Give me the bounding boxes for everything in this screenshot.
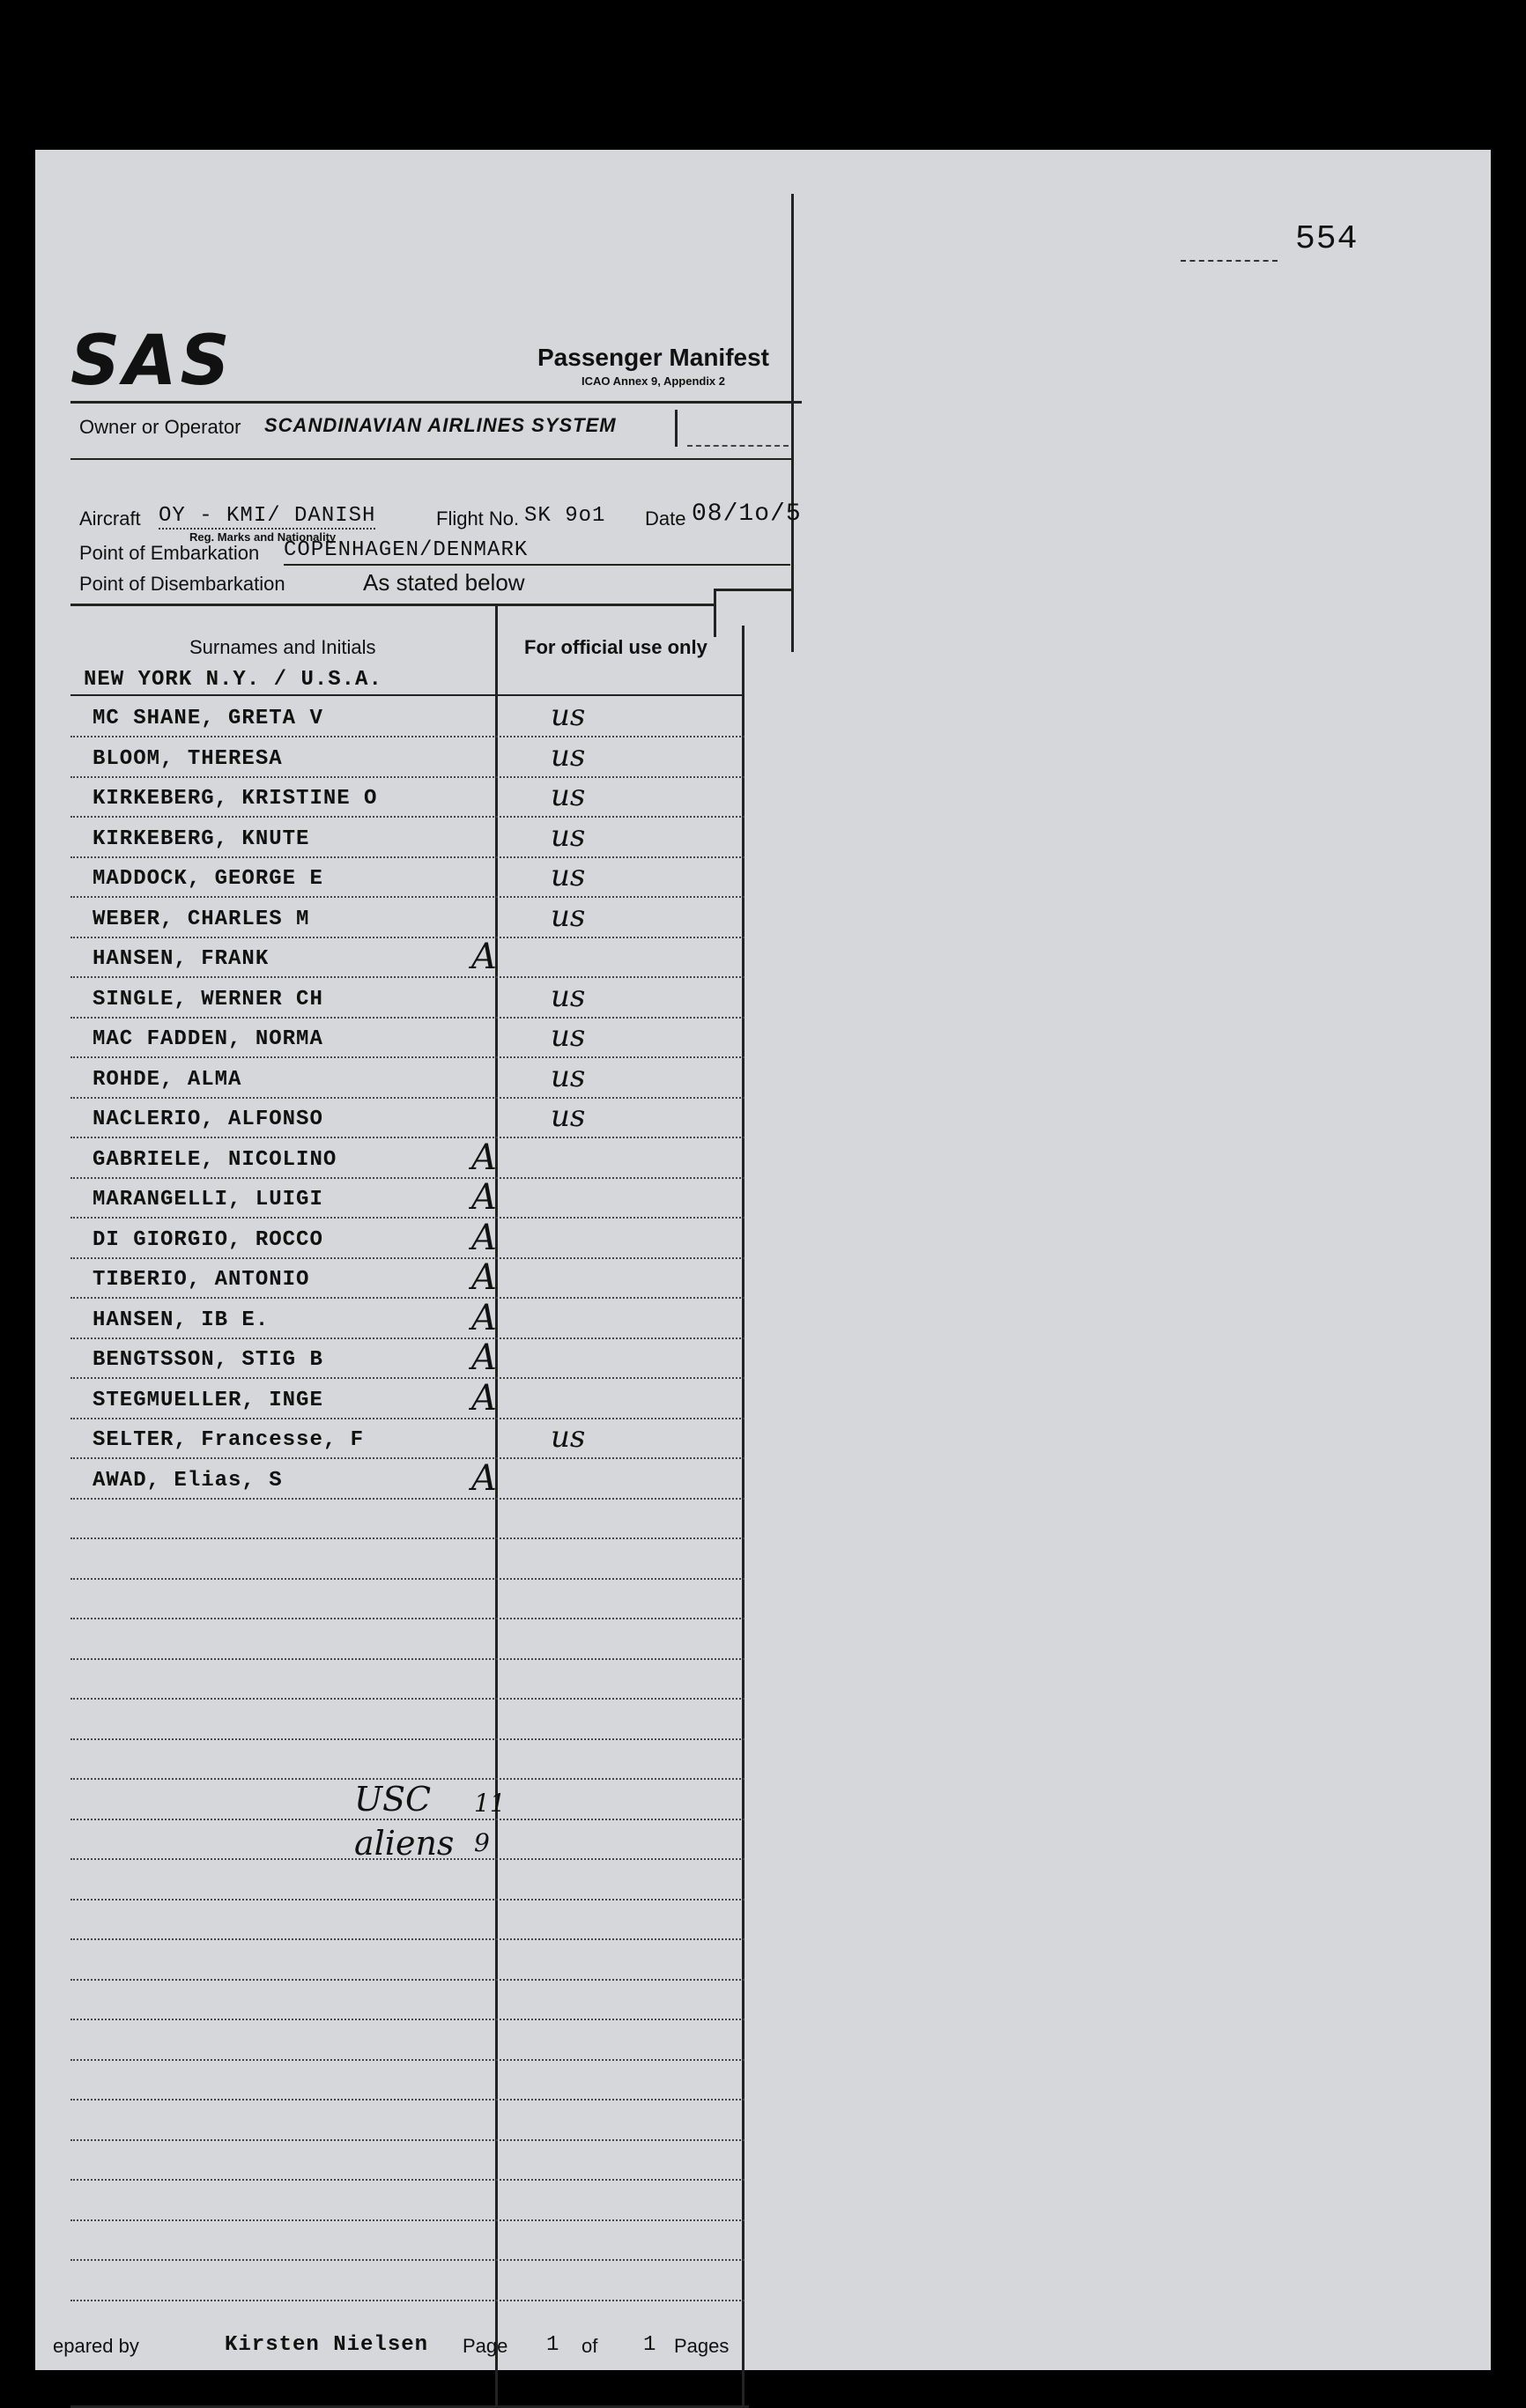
table-row (70, 2100, 744, 2141)
table-row (70, 1939, 744, 1981)
rule-table-top (70, 604, 714, 606)
table-row (70, 1859, 744, 1900)
table-row (70, 2260, 744, 2301)
rule-owner-bottom (70, 458, 793, 460)
passenger-name: BENGTSSON, STIG B (93, 1348, 323, 1372)
table-row (70, 1458, 744, 1500)
alien-mark: A (471, 937, 497, 977)
table-row (70, 2139, 744, 2181)
form-subtitle: ICAO Annex 9, Appendix 2 (582, 374, 726, 388)
passenger-name: HANSEN, FRANK (93, 947, 270, 971)
passenger-name: NACLERIO, ALFONSO (93, 1108, 323, 1131)
passenger-name: MARANGELLI, LUIGI (93, 1188, 323, 1211)
passenger-name: MC SHANE, GRETA V (93, 707, 323, 730)
alien-mark: A (471, 1457, 497, 1499)
aircraft-label: Aircraft (79, 508, 141, 530)
table-row (70, 1017, 744, 1058)
table-row (70, 1257, 744, 1299)
sas-logo: SAS (70, 322, 233, 401)
alien-mark: A (471, 1257, 497, 1298)
page-value: 1 (546, 2333, 560, 2357)
citizen-mark: us (551, 1058, 586, 1094)
flight-value: SK 9o1 (524, 504, 606, 528)
table-row (70, 696, 744, 737)
table-row (70, 737, 744, 778)
embark-underline (284, 564, 790, 566)
rule-owner-top (70, 401, 802, 404)
reg-note: Reg. Marks and Nationality (189, 530, 337, 544)
date-value: 08/1o/5 (692, 500, 802, 528)
page-number: 554 (1295, 220, 1359, 258)
table-row (70, 1538, 744, 1580)
table-row (70, 1218, 744, 1259)
tally-aliens-value: 9 (474, 1828, 490, 1857)
passenger-name: TIBERIO, ANTONIO (93, 1268, 310, 1292)
table-row (70, 1899, 744, 1940)
passenger-name: MADDOCK, GEORGE E (93, 867, 323, 891)
rule-step (714, 589, 793, 591)
citizen-mark: us (551, 978, 586, 1014)
of-label: of (582, 2335, 598, 2357)
rule-step-vertical (714, 589, 716, 637)
disembarkation-label: Point of Disembarkation (79, 573, 285, 595)
col-names-header: Surnames and Initials (189, 636, 376, 658)
table-row (70, 1578, 744, 1619)
owner-value: SCANDINAVIAN AIRLINES SYSTEM (264, 414, 617, 436)
table-row (70, 897, 744, 938)
alien-mark: A (471, 1377, 497, 1419)
table-row (70, 2059, 744, 2101)
passenger-name: WEBER, CHARLES M (93, 907, 310, 931)
owner-label: Owner or Operator (79, 416, 241, 438)
passenger-name: STEGMUELLER, INGE (93, 1388, 323, 1412)
embarkation-value: COPENHAGEN/DENMARK (284, 538, 529, 562)
table-row (70, 817, 744, 858)
passenger-name: HANSEN, IB E. (93, 1308, 270, 1332)
alien-mark: A (471, 1297, 497, 1338)
passenger-name: DI GIORGIO, ROCCO (93, 1227, 323, 1252)
passenger-name: GABRIELE, NICOLINO (93, 1147, 337, 1172)
citizen-mark: us (551, 818, 586, 854)
table-row (70, 1979, 744, 2020)
table-row (70, 1298, 744, 1339)
citizen-mark: us (551, 778, 586, 813)
destination: NEW YORK N.Y. / U.S.A. (84, 668, 382, 692)
citizen-mark: us (551, 858, 586, 893)
alien-mark: A (471, 1137, 497, 1178)
table-row (70, 1619, 744, 1660)
table-row (70, 1498, 744, 1539)
table-row (70, 1177, 744, 1219)
page-label: Page (463, 2335, 508, 2357)
passenger-name: SELTER, Francesse, F (93, 1428, 365, 1452)
passenger-name: AWAD, Elias, S (93, 1468, 283, 1493)
aircraft-value: OY - KMI/ DANISH (159, 504, 376, 528)
tally-usc-value: 11 (474, 1789, 506, 1818)
table-row (70, 1337, 744, 1379)
table-row (70, 2219, 744, 2261)
table-row (70, 1738, 744, 1780)
form-title: Passenger Manifest (537, 344, 769, 371)
prepared-by-value: Kirsten Nielsen (225, 2333, 429, 2357)
passenger-name: KIRKEBERG, KRISTINE O (93, 787, 378, 811)
table-row (70, 1097, 744, 1138)
owner-line (687, 445, 789, 447)
tally-usc-label: USC (354, 1780, 432, 1819)
table-row (70, 977, 744, 1019)
citizen-mark: us (551, 737, 586, 774)
owner-divider (675, 410, 678, 447)
alien-mark: A (471, 1177, 497, 1218)
passenger-name: ROHDE, ALMA (93, 1067, 242, 1092)
citizen-mark: us (551, 898, 586, 934)
disembarkation-value: As stated below (363, 569, 525, 596)
embarkation-label: Point of Embarkation (79, 542, 260, 564)
rule-right-top (791, 194, 794, 652)
alien-mark: A (471, 1217, 497, 1258)
table-row (70, 856, 744, 898)
table-row (70, 2180, 744, 2221)
table-row (70, 1137, 744, 1179)
col-official-header: For official use only (524, 636, 707, 658)
passenger-name: MAC FADDEN, NORMA (93, 1027, 323, 1051)
table-row (70, 1418, 744, 1459)
flight-label: Flight No. (436, 508, 520, 530)
passenger-name: BLOOM, THERESA (93, 746, 283, 771)
table-row (70, 1378, 744, 1419)
citizen-mark: us (551, 1019, 586, 1054)
citizen-mark: us (551, 1419, 586, 1455)
citizen-mark: us (551, 1099, 586, 1134)
table-row (70, 1658, 744, 1700)
table-row (70, 776, 744, 818)
passenger-name: SINGLE, WERNER CH (93, 987, 323, 1011)
pages-label: Pages (674, 2335, 730, 2357)
table-row (70, 1699, 744, 1740)
prepared-by-label: epared by (53, 2335, 139, 2357)
citizen-mark: us (551, 698, 586, 733)
table-row (70, 1057, 744, 1099)
table-row (70, 2019, 744, 2061)
alien-mark: A (471, 1337, 497, 1378)
page-number-dashes (1181, 260, 1278, 262)
pages-total: 1 (643, 2333, 657, 2357)
manifest-sheet (35, 150, 1491, 2370)
date-label: Date (645, 508, 686, 530)
table-row (70, 937, 744, 978)
tally-aliens-label: aliens (354, 1824, 455, 1863)
passenger-name: KIRKEBERG, KNUTE (93, 826, 310, 851)
